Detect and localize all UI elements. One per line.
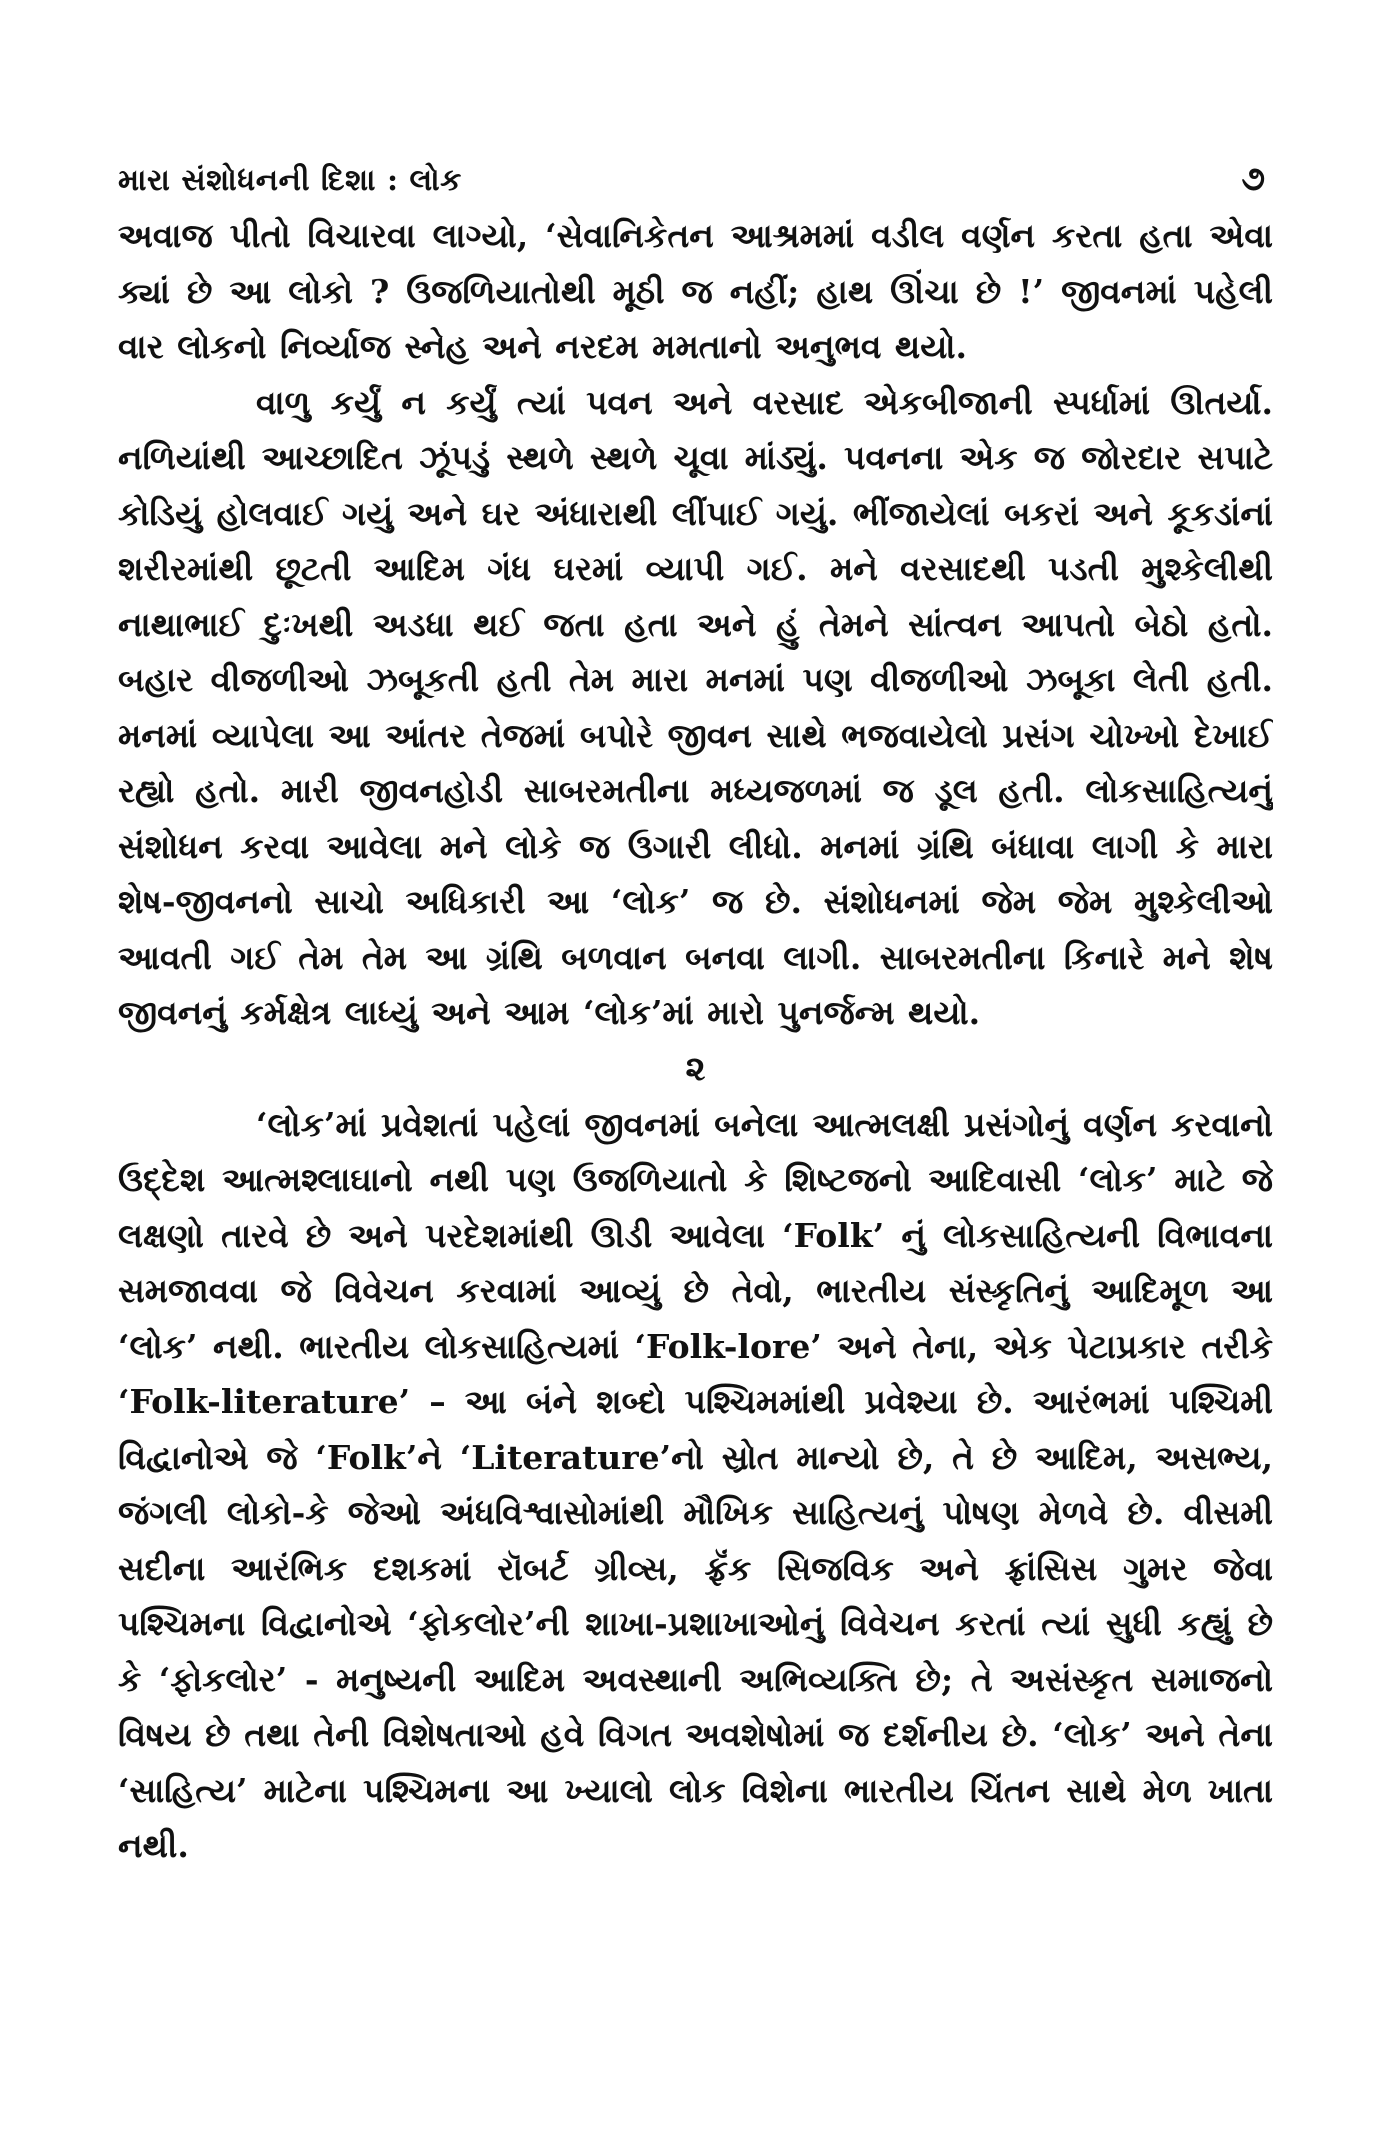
paragraph-1: અવાજ પીતો વિચારવા લાગ્યો, ‘સેવાનિકેતન આશ્રમમાં વડીલ વર્ણન કરતા હતા એવા ક્યાં છે આ લોકો ? ઉજળિયાતોથી મૂઠી જ નહીં; હાથ ઊંચા છે !’ જીવનમાં પહેલી વાર લોકનો નિર્વ્યાજ સ્નેહ અને નરદમ મમતાનો અનુભવ થયો. [118,216,1273,366]
section-number: ૨ [685,1048,706,1089]
page-number: ૭ [1241,159,1265,199]
running-header [118,150,1273,208]
running-header-title: મારા સંશોધનની દિશા : લોક [118,163,462,198]
paragraph-3: ‘લોક’માં પ્રવેશતાં પહેલાં જીવનમાં બનેલા આત્મલક્ષી પ્રસંગોનું વર્ણન કરવાનો ઉદ્દેશ આત્મશ્લાઘાનો નથી પણ ઉજળિયાતો કે શિષ્ટજનો આદિવાસી ‘લોક’ માટે જે લક્ષણો તારવે છે અને પરદેશમાંથી ઊડી આવેલા ‘Folk’ નું લોકસાહિત્યની વિભાવના સમજાવવા જે વિવેચન કરવામાં આવ્યું છે તેવો, ભારતીય સંસ્કૃતિનું આદિમૂળ આ ‘લોક’ નથી. ભારતીય લોકસાહિત્યમાં ‘Folk-lore’ અને તેના, એક પેટાપ્રકાર તરીકે ‘Folk-literature’ – આ બંને શબ્દો પશ્ચિમમાંથી પ્રવેશ્યા છે. આરંભમાં પશ્ચિમી વિદ્વાનોએ જે ‘Folk’ને ‘Literature’નો સ્રોત માન્યો છે, તે છે આદિમ, અસભ્ય, જંગલી લોકો-કે જેઓ અંધવિશ્વાસોમાંથી મૌખિક સાહિત્યનું પોષણ મેળવે છે. વીસમી સદીના આરંભિક દશકમાં રૉબર્ટ ગ્રીવ્સ, ફ્રૅંક સિજવિક અને ફ્રાંસિસ ગુમર જેવા પશ્ચિમના વિદ્વાનોએ ‘ફોકલોર’ની શાખા-પ્રશાખાઓનું વિવેચન કરતાં ત્યાં સુધી કહ્યું છે કે ‘ફોકલોર’ - મનુષ્યની આદિમ અવસ્થાની અભિવ્યક્તિ છે; તે અસંસ્કૃત સમાજનો વિષય છે તથા તેની વિશેષતાઓ હવે વિગત અવશેષોમાં જ દર્શનીય છે. ‘લોક’ અને તેના ‘સાહિત્ય’ માટેના પશ્ચિમના આ ખ્યાલો લોક વિશેના ભારતીય ચિંતન સાથે મેળ ખાતા નથી. [118,1104,1273,1865]
book-page [118,150,1273,2100]
paragraph-2: વાળુ કર્યું ન કર્યું ત્યાં પવન અને વરસાદ એકબીજાની સ્પર્ધામાં ઊતર્યા. નળિયાંથી આચ્છાદિત ઝૂંપડું સ્થળે સ્થળે ચૂવા માંડ્યું. પવનના એક જ જોરદાર સપાટે કોડિયું હોલવાઈ ગયું અને ઘર અંધારાથી લીંપાઈ ગયું. ભીંજાયેલાં બકરાં અને કૂકડાંનાં શરીરમાંથી છૂટતી આદિમ ગંધ ઘરમાં વ્યાપી ગઈ. મને વરસાદથી પડતી મુશ્કેલીથી નાથાભાઈ દુઃખથી અડધા થઈ જતા હતા અને હું તેમને સાંત્વન આપતો બેઠો હતો. બહાર વીજળીઓ ઝબૂકતી હતી તેમ મારા મનમાં પણ વીજળીઓ ઝબૂકા લેતી હતી. મનમાં વ્યાપેલા આ આંતર તેજમાં બપોરે જીવન સાથે ભજવાયેલો પ્રસંગ ચોખ્ખો દેખાઈ રહ્યો હતો. મારી જીવનહોડી સાબરમતીના મધ્યજળમાં જ ડૂલ હતી. લોકસાહિત્યનું સંશોધન કરવા આવેલા મને લોકે જ ઉગારી લીધો. મનમાં ગ્રંથિ બંધાવા લાગી કે મારા શેષ-જીવનનો સાચો અધિકારી આ ‘લોક’ જ છે. સંશોધનમાં જેમ જેમ મુશ્કેલીઓ આવતી ગઈ તેમ તેમ આ ગ્રંથિ બળવાન બનવા લાગી. સાબરમતીના કિનારે મને શેષ જીવનનું કર્મક્ષેત્ર લાધ્યું અને આમ ‘લોક’માં મારો પુનર્જન્મ થયો. [118,382,1273,1032]
